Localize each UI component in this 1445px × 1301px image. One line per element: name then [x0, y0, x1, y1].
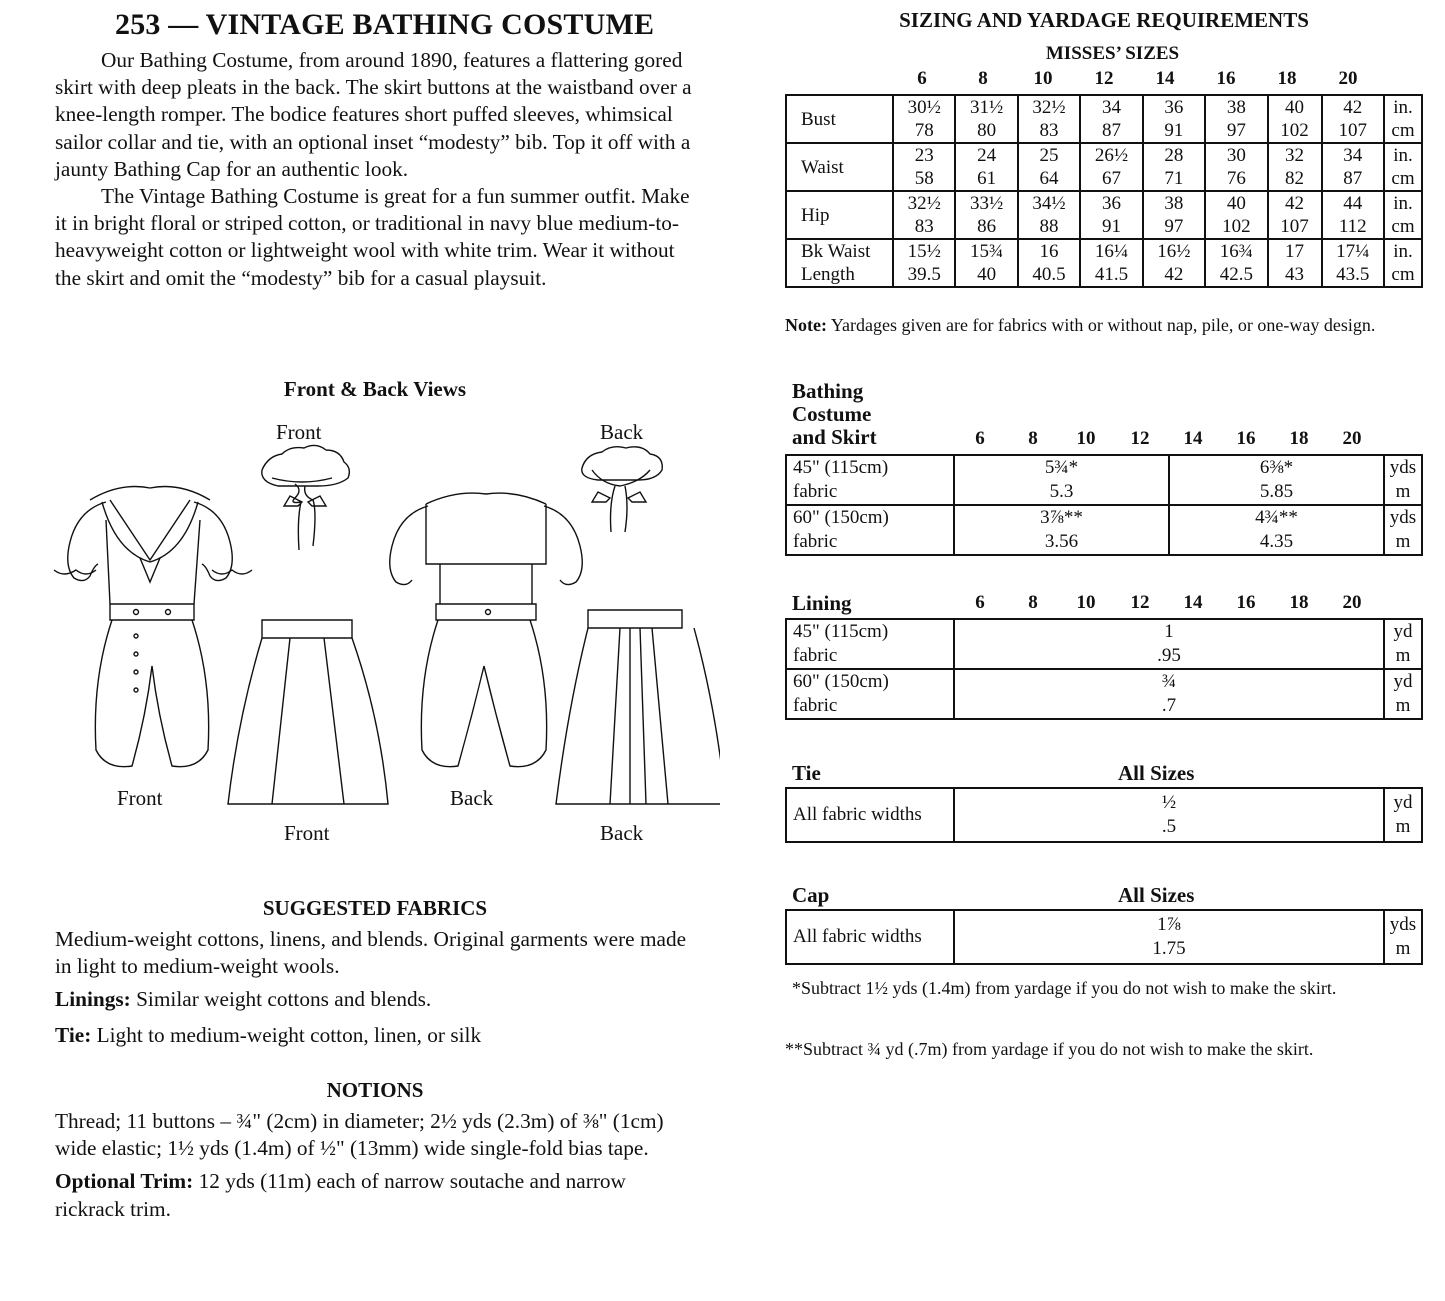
yardage-cell [954, 788, 1384, 842]
intro-text [55, 47, 695, 292]
unit-cm: cm [1391, 264, 1415, 285]
costume-title [792, 380, 877, 449]
yardage-m: .7 [1161, 695, 1177, 716]
unit-m: m [1395, 816, 1411, 837]
measurement-cell [1268, 239, 1322, 287]
fabrics-section [55, 926, 695, 1049]
value-cm: 43 [1285, 264, 1305, 285]
value-inches: 34½ [1032, 193, 1066, 214]
table-row [786, 619, 1422, 669]
unit-in: in. [1393, 145, 1413, 166]
measurement-name: Length [801, 264, 855, 285]
measurement-cell [1205, 143, 1267, 191]
unit-yd: yds [1389, 457, 1417, 478]
size-header: 8 [978, 68, 988, 89]
measurement-cell [1080, 95, 1142, 143]
measurement-cell [1322, 239, 1384, 287]
yardage-yd: 3⅞** [1040, 507, 1083, 528]
size-header: 12 [1130, 592, 1150, 613]
page-title: 253 — VINTAGE BATHING COSTUME [115, 8, 655, 41]
skirt-back-drawing [556, 610, 720, 804]
yardage-cell [954, 619, 1384, 669]
unit-in: in. [1393, 193, 1413, 214]
measurement-label [786, 143, 893, 191]
value-cm: 91 [1101, 216, 1121, 237]
yardage-yd: 6⅜* [1259, 457, 1294, 478]
value-inches: 24 [977, 145, 997, 166]
romper-front-caption: Front [117, 786, 163, 810]
measurement-cell [1322, 95, 1384, 143]
table-row [786, 239, 1422, 287]
size-header: 6 [917, 68, 927, 89]
measurement-cell [893, 95, 955, 143]
unit-cell [1384, 505, 1422, 555]
measurement-cell [1205, 95, 1267, 143]
unit-yd: yd [1393, 792, 1413, 813]
unit-cell [1384, 619, 1422, 669]
size-header: 8 [1028, 428, 1038, 449]
size-header: 20 [1342, 428, 1362, 449]
size-header: 12 [1130, 428, 1150, 449]
fabric-word: fabric [793, 645, 838, 666]
size-header: 18 [1277, 68, 1297, 89]
size-header: 16 [1236, 428, 1256, 449]
romper-front-drawing [54, 487, 252, 767]
note-text: Yardages given are for fabrics with or without nap, pile, or one-way design. [826, 315, 1376, 335]
cap-back-caption: Back [600, 420, 644, 444]
measurement-cell [1268, 95, 1322, 143]
unit-cell [1384, 95, 1422, 143]
yardage-yd: ½ [1161, 792, 1177, 813]
unit-in: in. [1393, 97, 1413, 118]
note-label: Note: [785, 315, 827, 335]
value-inches: 15¾ [970, 241, 1004, 262]
value-inches: 17¼ [1336, 241, 1370, 262]
value-inches: 16¼ [1094, 241, 1129, 262]
value-inches: 23 [914, 145, 934, 166]
size-header: 14 [1183, 428, 1203, 449]
measurement-label [786, 191, 893, 239]
unit-cell [1384, 788, 1422, 842]
measurement-cell [1268, 191, 1322, 239]
measurement-name: Bk Waist [801, 241, 871, 262]
views-heading: Front & Back Views [283, 377, 467, 401]
yardage-m: .5 [1161, 816, 1177, 837]
value-cm: 67 [1101, 168, 1121, 189]
fabric-width-label [786, 619, 954, 669]
fabric-width-label [786, 455, 954, 505]
value-inches: 16½ [1157, 241, 1191, 262]
measurement-name: Bust [801, 108, 836, 130]
yardage-m: .95 [1157, 645, 1181, 666]
size-header: 16 [1216, 68, 1236, 89]
value-cm: 40 [977, 264, 997, 285]
unit-m: m [1395, 531, 1411, 552]
measurement-cell [955, 95, 1017, 143]
cap-front-caption: Front [276, 420, 322, 444]
measurement-cell [1018, 239, 1080, 287]
romper-back-caption: Back [450, 786, 494, 810]
size-header: 14 [1183, 592, 1203, 613]
size-header: 10 [1076, 428, 1096, 449]
unit-yd: yd [1393, 671, 1413, 692]
yardage-yd: 1⅞ [1157, 914, 1181, 935]
linings-line [55, 986, 695, 1013]
unit-m: m [1395, 695, 1411, 716]
costume-title-line: Bathing [792, 379, 864, 403]
unit-cell [1384, 191, 1422, 239]
unit-cm: cm [1391, 120, 1415, 141]
fabric-width: 60" (150cm) [793, 507, 889, 528]
value-inches: 30½ [907, 97, 941, 118]
yardage-yd: 4¾** [1255, 507, 1298, 528]
yardage-cell [954, 669, 1384, 719]
value-inches: 38 [1226, 97, 1246, 118]
optional-trim-text: 12 yds (11m) each of narrow soutache and narrow rickrack trim. [55, 1169, 626, 1221]
garment-illustrations [40, 440, 720, 820]
measurement-cell [955, 239, 1017, 287]
measurement-cell [1143, 191, 1205, 239]
fabric-width-label [786, 505, 954, 555]
value-cm: 107 [1280, 216, 1309, 237]
tie-yardage-table [785, 787, 1423, 843]
footnote-2: **Subtract ¾ yd (.7m) from yardage if you do not wish to make the skirt. [785, 1039, 1314, 1059]
unit-yd: yds [1389, 914, 1417, 935]
size-header: 14 [1155, 68, 1175, 89]
measurement-cell [1080, 239, 1142, 287]
value-inches: 33½ [970, 193, 1004, 214]
value-inches: 32½ [907, 193, 941, 214]
yardage-yd: 5¾* [1044, 457, 1079, 478]
footnote-1: *Subtract 1½ yds (1.4m) from yardage if you do not wish to make the skirt. [792, 978, 1337, 998]
size-header: 18 [1289, 592, 1309, 613]
unit-cm: cm [1391, 216, 1415, 237]
value-inches: 42 [1343, 97, 1363, 118]
intro-paragraph-2: The Vintage Bathing Costume is great for a fun summer outfit. Make it in bright floral or striped cotton, or traditional in navy blue medium-to-heavyweight cotton or lightweight wool with white trim. Wear it without the skirt and omit the “modesty” bib for a casual playsuit. [55, 184, 690, 290]
unit-m: m [1395, 938, 1411, 959]
value-inches: 40 [1226, 193, 1246, 214]
value-cm: 91 [1164, 120, 1184, 141]
value-inches: 38 [1164, 193, 1184, 214]
yardage-m: 5.85 [1259, 481, 1294, 502]
cap-yardage-table [785, 909, 1423, 965]
body-measurements-table [785, 94, 1423, 288]
value-cm: 83 [914, 216, 934, 237]
yardage-yd: ¾ [1161, 671, 1177, 692]
fabric-width: 45" (115cm) [793, 457, 889, 478]
size-header: 20 [1338, 68, 1358, 89]
value-cm: 71 [1164, 168, 1184, 189]
value-cm: 42.5 [1219, 264, 1253, 285]
table-row [786, 455, 1422, 505]
romper-back-drawing [390, 493, 583, 767]
measurement-label [786, 95, 893, 143]
size-header: 12 [1094, 68, 1114, 89]
yardage-cell [1169, 455, 1384, 505]
unit-in: in. [1393, 241, 1413, 262]
value-inches: 30 [1226, 145, 1246, 166]
unit-cm: cm [1391, 168, 1415, 189]
yardage-cell [954, 505, 1169, 555]
value-cm: 97 [1226, 120, 1246, 141]
value-inches: 36 [1164, 97, 1184, 118]
linings-label: Linings: [55, 987, 131, 1012]
tie-all-sizes: All Sizes [1118, 761, 1195, 785]
value-inches: 42 [1285, 193, 1305, 214]
yardage-m: 3.56 [1044, 531, 1079, 552]
fabrics-heading: SUGGESTED FABRICS [262, 896, 488, 920]
unit-cell [1384, 455, 1422, 505]
value-inches: 28 [1164, 145, 1184, 166]
value-cm: 88 [1039, 216, 1059, 237]
tie-title: Tie [792, 761, 821, 785]
cap-back-drawing [582, 447, 662, 532]
table-row [786, 669, 1422, 719]
costume-title-line: Costume [792, 402, 872, 426]
skirt-front-caption: Front [284, 821, 330, 845]
yardage-m: 5.3 [1049, 481, 1074, 502]
value-cm: 42 [1164, 264, 1184, 285]
size-header: 6 [975, 428, 985, 449]
value-cm: 82 [1285, 168, 1305, 189]
fabric-word: fabric [793, 481, 838, 502]
value-cm: 43.5 [1336, 264, 1370, 285]
fabrics-text: Medium-weight cottons, linens, and blends. Original garments were made in light to medium-weight wools. [55, 927, 687, 979]
skirt-back-caption: Back [600, 821, 644, 845]
fabric-word: fabric [793, 695, 838, 716]
measurement-name: Hip [801, 204, 830, 226]
measurement-cell [893, 191, 955, 239]
table-row [786, 143, 1422, 191]
value-cm: 39.5 [907, 264, 941, 285]
measurement-cell [1143, 143, 1205, 191]
measurement-cell [1205, 239, 1267, 287]
fabric-width-label [786, 669, 954, 719]
size-header: 20 [1342, 592, 1362, 613]
measurement-cell [893, 143, 955, 191]
value-inches: 16¾ [1219, 241, 1253, 262]
value-inches: 31½ [970, 97, 1004, 118]
measurement-cell [1080, 143, 1142, 191]
value-cm: 86 [977, 216, 997, 237]
value-cm: 78 [914, 120, 934, 141]
value-cm: 102 [1280, 120, 1309, 141]
tie-fabric-text: Light to medium-weight cotton, linen, or silk [91, 1022, 482, 1047]
lining-yardage-table [785, 618, 1423, 720]
unit-cell [1384, 143, 1422, 191]
yardage-note [785, 313, 1415, 338]
lining-title: Lining [792, 591, 852, 615]
optional-trim-label: Optional Trim: [55, 1169, 194, 1194]
measurement-cell [1018, 95, 1080, 143]
value-cm: 64 [1039, 168, 1059, 189]
value-inches: 26½ [1094, 145, 1129, 166]
measurement-cell [1205, 191, 1267, 239]
yardage-m: 1.75 [1152, 938, 1186, 959]
size-header: 10 [1033, 68, 1053, 89]
value-inches: 15½ [907, 241, 941, 262]
fabric-width-label: All fabric widths [786, 788, 954, 842]
tie-fabric-line [55, 1022, 695, 1049]
measurement-cell [1143, 239, 1205, 287]
yardage-cell [1169, 505, 1384, 555]
unit-m: m [1395, 481, 1411, 502]
notions-text: Thread; 11 buttons – ¾" (2cm) in diameter; 2½ yds (2.3m) of ⅜" (1cm) wide elastic; 1½ yds (1.4m) of ½" (13mm) wide single-fold bias tape. [55, 1109, 664, 1161]
yardage-cell [954, 455, 1169, 505]
value-inches: 36 [1101, 193, 1121, 214]
fabric-width: 45" (115cm) [793, 621, 889, 642]
value-cm: 40.5 [1032, 264, 1066, 285]
yardage-m: 4.35 [1259, 531, 1294, 552]
value-cm: 58 [914, 168, 934, 189]
value-inches: 32 [1285, 145, 1305, 166]
unit-cell [1384, 669, 1422, 719]
skirt-front-drawing [228, 620, 388, 804]
yardage-cell [954, 910, 1384, 964]
table-row [786, 788, 1422, 842]
value-cm: 112 [1338, 216, 1367, 237]
cap-title: Cap [792, 883, 830, 907]
value-cm: 107 [1338, 120, 1368, 141]
yardage-yd: 1 [1164, 621, 1174, 642]
table-row [786, 191, 1422, 239]
unit-yd: yd [1393, 621, 1413, 642]
value-cm: 61 [977, 168, 997, 189]
fabric-width-label: All fabric widths [786, 910, 954, 964]
value-cm: 83 [1039, 120, 1059, 141]
measurement-cell [955, 143, 1017, 191]
costume-yardage-table [785, 454, 1423, 556]
value-inches: 34 [1343, 145, 1363, 166]
unit-cell [1384, 239, 1422, 287]
measurement-cell [1268, 143, 1322, 191]
measurement-cell [1322, 191, 1384, 239]
sizing-heading: SIZING AND YARDAGE REQUIREMENTS [899, 8, 1309, 32]
misses-sizes-heading: MISSES’ SIZES [1045, 43, 1180, 64]
cap-front-drawing [262, 445, 350, 550]
measurement-cell [1018, 191, 1080, 239]
measurement-label [786, 239, 893, 287]
value-cm: 41.5 [1094, 264, 1129, 285]
value-inches: 32½ [1032, 97, 1066, 118]
fabric-word: fabric [793, 531, 838, 552]
measurement-cell [1143, 95, 1205, 143]
table-row [786, 910, 1422, 964]
intro-paragraph-1: Our Bathing Costume, from around 1890, features a flattering gored skirt with deep pleats in the back. The skirt buttons at the waistband over a knee-length romper. The bodice features short puffed sleeves, whimsical sailor collar and tie, with an optional inset “modesty” bib. Top it off with a jaunty Bathing Cap for an authentic look. [55, 48, 692, 181]
value-inches: 44 [1343, 193, 1363, 214]
size-header: 18 [1289, 428, 1309, 449]
value-inches: 25 [1039, 145, 1059, 166]
notions-heading: NOTIONS [326, 1078, 424, 1102]
size-header: 6 [975, 592, 985, 613]
value-inches: 40 [1285, 97, 1305, 118]
value-cm: 97 [1164, 216, 1184, 237]
measurement-name: Waist [801, 156, 844, 178]
measurement-cell [1080, 191, 1142, 239]
unit-m: m [1395, 645, 1411, 666]
value-inches: 34 [1101, 97, 1121, 118]
value-cm: 76 [1226, 168, 1246, 189]
size-header: 16 [1236, 592, 1256, 613]
measurement-cell [955, 191, 1017, 239]
value-cm: 87 [1343, 168, 1363, 189]
costume-title-line: and Skirt [792, 425, 877, 449]
value-inches: 16 [1039, 241, 1059, 262]
unit-cell [1384, 910, 1422, 964]
value-cm: 80 [977, 120, 997, 141]
optional-trim-line [55, 1168, 695, 1222]
measurement-cell [1322, 143, 1384, 191]
value-cm: 102 [1222, 216, 1251, 237]
table-row [786, 505, 1422, 555]
value-cm: 87 [1101, 120, 1121, 141]
measurement-cell [1018, 143, 1080, 191]
table-row [786, 95, 1422, 143]
tie-fabric-label: Tie: [55, 1022, 92, 1047]
unit-yd: yds [1389, 507, 1417, 528]
value-inches: 17 [1285, 241, 1305, 262]
size-header: 8 [1028, 592, 1038, 613]
fabric-width: 60" (150cm) [793, 671, 889, 692]
size-header: 10 [1076, 592, 1096, 613]
measurement-cell [893, 239, 955, 287]
cap-all-sizes: All Sizes [1118, 883, 1195, 907]
linings-text: Similar weight cottons and blends. [130, 987, 432, 1012]
notions-section [55, 1108, 695, 1223]
